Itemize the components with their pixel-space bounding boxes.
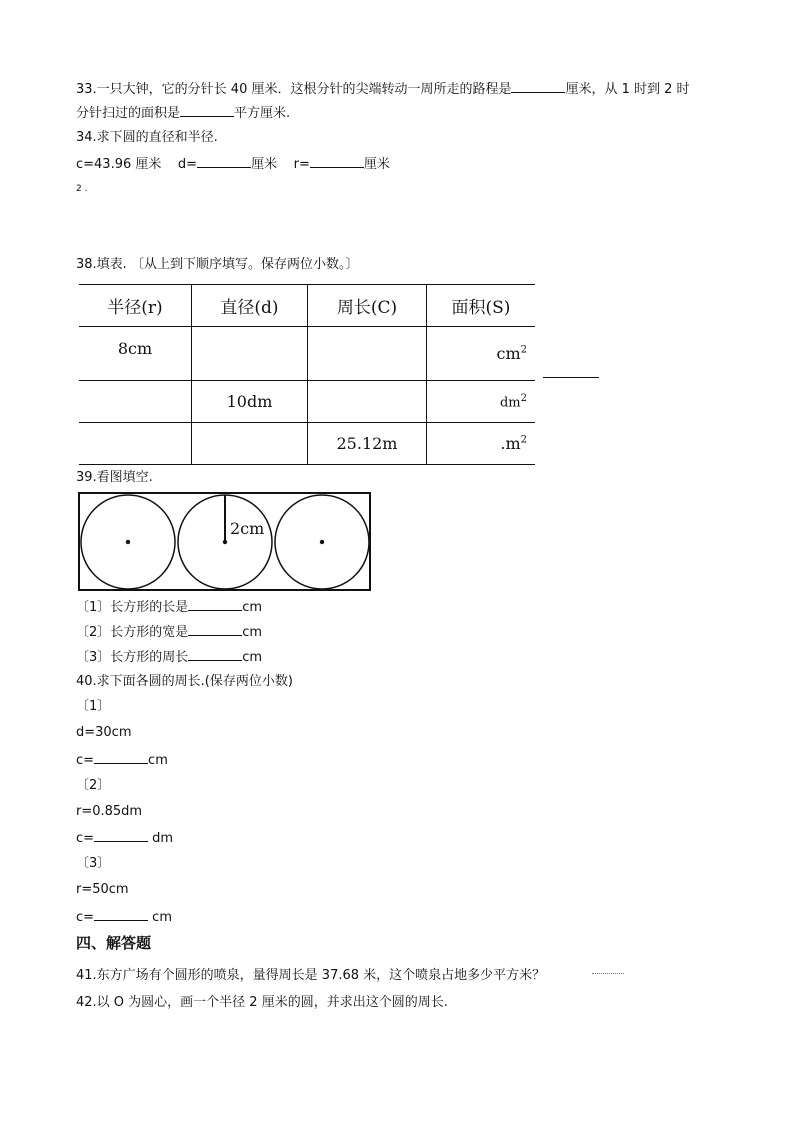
cell-s[interactable] — [427, 327, 536, 381]
circles-figure — [78, 492, 372, 592]
cell-d: 10dm — [192, 381, 308, 423]
q42-text: 42.以 O 为圆心，画一个半径 2 厘米的圆，并求出这个圆的周长. — [76, 995, 448, 1010]
q39-item-2-unit: cm — [242, 625, 263, 640]
q39-blank-length[interactable] — [188, 598, 242, 611]
header-circumference: 周长(C) — [308, 285, 427, 327]
cell-c: 25.12m — [308, 423, 427, 465]
q33-line1 — [76, 80, 690, 99]
exponent: 2 — [520, 392, 527, 404]
q39-item-1-text: 〔1〕长方形的长是 — [76, 600, 189, 615]
q34-title: 34.求下圆的直径和半径. — [76, 130, 218, 145]
q38-title: 38.填表. 〔从上到下顺序填写。保存两位小数。〕 — [76, 257, 359, 272]
c-label: c= — [76, 753, 95, 768]
q40-part-1-given: d=30cm — [76, 725, 132, 740]
q40-part-1-num: 〔1〕 — [76, 699, 111, 714]
c-label: c= — [76, 910, 95, 925]
q40-part-2-answer — [76, 829, 173, 848]
unit: dm — [148, 831, 174, 846]
exponent: 2 — [520, 344, 527, 356]
cell-s[interactable] — [427, 423, 536, 465]
q34-r-label: r= — [293, 157, 310, 172]
table-header-row — [79, 285, 535, 327]
q34-fragment: 2 . — [76, 184, 88, 194]
q34-d-label: d= — [177, 157, 198, 172]
q40-part-2-given: r=0.85dm — [76, 804, 143, 819]
q40-part-3-answer — [76, 908, 172, 927]
q40-title: 40.求下面各圆的周长.(保存两位小数) — [76, 674, 293, 689]
cell-r[interactable] — [79, 381, 192, 423]
center-dot-3 — [320, 540, 324, 544]
q33-line2 — [76, 104, 290, 123]
q39-item-3-text: 〔3〕长方形的周长 — [76, 650, 189, 665]
radius-label: 2cm — [230, 519, 265, 538]
q40-blank-3[interactable] — [94, 908, 148, 921]
q40-part-1-answer — [76, 751, 168, 770]
table-row — [79, 327, 535, 381]
q33-text-c: 分针扫过的面积是 — [76, 106, 181, 121]
q39-item-1 — [76, 598, 262, 617]
cell-d[interactable] — [192, 423, 308, 465]
q33-text-b: 厘米，从 1 时到 2 时 — [565, 82, 690, 97]
cell-c[interactable] — [308, 327, 427, 381]
q39-blank-perimeter[interactable] — [188, 648, 242, 661]
header-area: 面积(S) — [427, 285, 536, 327]
exponent: 2 — [520, 434, 527, 446]
q40-blank-1[interactable] — [94, 751, 148, 764]
q33-blank-area[interactable] — [180, 104, 234, 117]
header-diameter: 直径(d) — [192, 285, 308, 327]
q38-table — [79, 284, 535, 465]
table-row — [79, 423, 535, 465]
unit: cm — [496, 344, 521, 363]
q40-part-2-num: 〔2〕 — [76, 778, 111, 793]
cell-d[interactable] — [192, 327, 308, 381]
q39-item-2-text: 〔2〕长方形的宽是 — [76, 625, 189, 640]
cell-c[interactable] — [308, 381, 427, 423]
q39-item-3 — [76, 648, 262, 667]
q34-d-unit: 厘米 — [251, 157, 278, 172]
q40-part-3-given: r=50cm — [76, 882, 129, 897]
q40-blank-2[interactable] — [94, 829, 148, 842]
q34-c: c=43.96 厘米 — [76, 157, 162, 172]
q34-r-unit: 厘米 — [363, 157, 390, 172]
q34-given — [76, 155, 390, 174]
q39-item-3-unit: cm — [242, 650, 263, 665]
q34-blank-d[interactable] — [197, 155, 251, 168]
cell-r[interactable] — [79, 423, 192, 465]
artifact-mark — [592, 973, 624, 974]
q39-item-1-unit: cm — [242, 600, 263, 615]
cell-s[interactable] — [427, 381, 536, 423]
q39-blank-width[interactable] — [188, 623, 242, 636]
q41-text: 41.东方广场有个圆形的喷泉，量得周长是 37.68 米，这个喷泉占地多少平方米？ — [76, 968, 546, 983]
q39-title: 39.看图填空. — [76, 470, 153, 485]
center-dot-1 — [126, 540, 130, 544]
q33-text-a: 33.一只大钟，它的分针长 40 厘米．这根分针的尖端转动一周所走的路程是 — [76, 82, 512, 97]
section-heading: 四、解答题 — [76, 934, 152, 952]
q33-blank-path[interactable] — [511, 80, 565, 93]
q34-blank-r[interactable] — [310, 155, 364, 168]
cell-r: 8cm — [79, 327, 192, 381]
q39-item-2 — [76, 623, 262, 642]
unit: dm — [499, 395, 521, 411]
c-label: c= — [76, 831, 95, 846]
table-row — [79, 381, 535, 423]
unit: cm — [148, 910, 172, 925]
unit: .m — [500, 434, 521, 453]
q33-text-d: 平方厘米. — [234, 106, 291, 121]
unit: cm — [148, 753, 168, 768]
header-radius: 半径(r) — [79, 285, 192, 327]
q40-part-3-num: 〔3〕 — [76, 856, 111, 871]
answer-line — [543, 377, 599, 378]
